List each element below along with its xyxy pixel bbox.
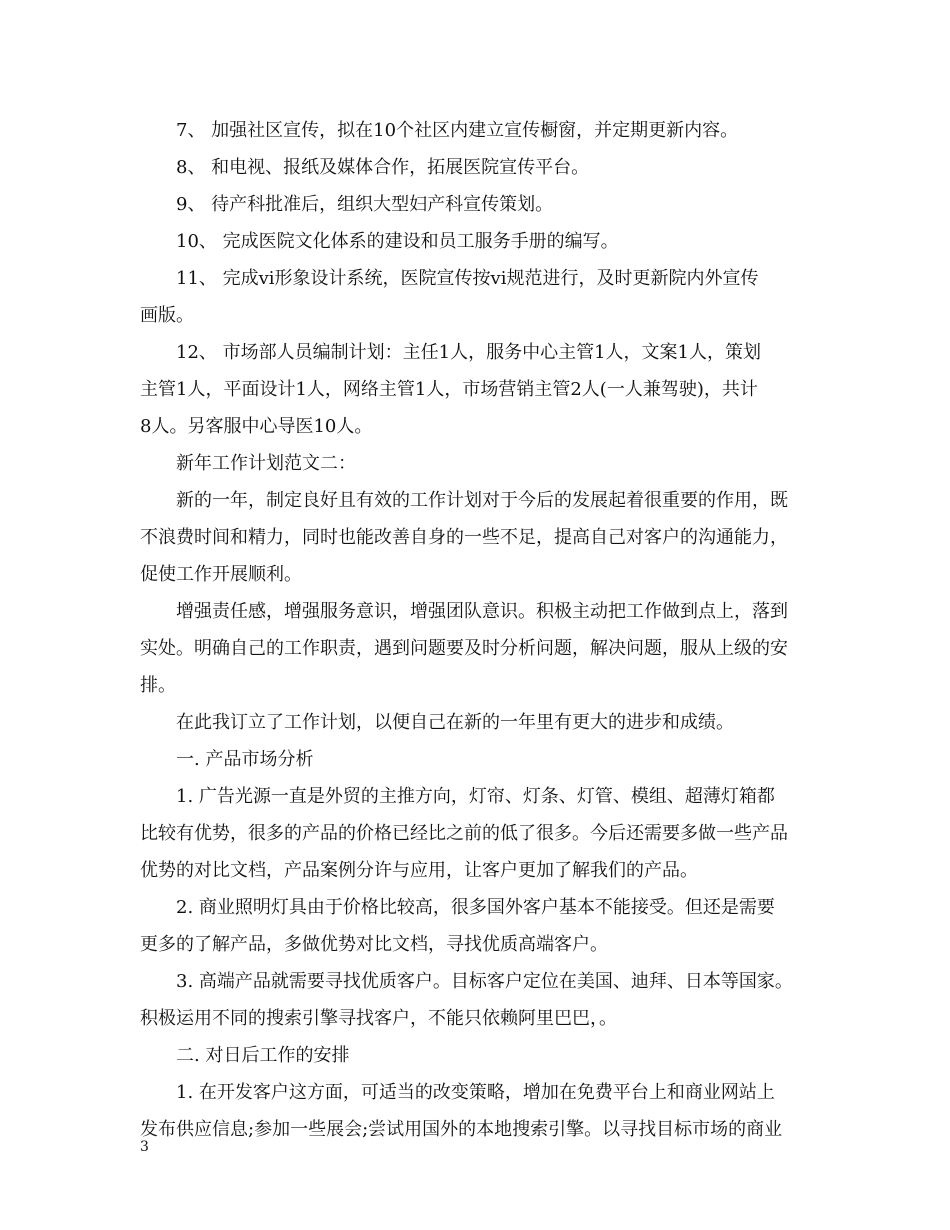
text-line: 实处。明确自己的工作职责，遇到问题要及时分析问题，解决问题，服从上级的安	[140, 638, 788, 659]
text-line: 增强责任感，增强服务意识，增强团队意识。积极主动把工作做到点上，落到	[176, 601, 788, 622]
text-line: 比较有优势，很多的产品的价格已经比之前的低了很多。今后还需要多做一些产品	[140, 823, 788, 844]
text-line: 促使工作开展顺利。	[140, 564, 302, 585]
page-number: 3	[140, 1139, 149, 1155]
body-text	[140, 117, 815, 1153]
text-line: 优势的对比文档，产品案例分许与应用，让客户更加了解我们的产品。	[140, 860, 698, 881]
section-heading: 一. 产品市场分析	[176, 749, 314, 770]
text-line: 1. 在开发客户这方面，可适当的改变策略，增加在免费平台上和商业网站上	[176, 1082, 775, 1103]
text-line: 主管1人，平面设计1人，网络主管1人，市场营销主管2人(一人兼驾驶)，共计	[140, 379, 758, 400]
text-line: 9、 待产科批准后，组织大型妇产科宣传策划。	[176, 194, 554, 215]
text-line: 在此我订立了工作计划，以便自己在新的一年里有更大的进步和成绩。	[176, 712, 734, 733]
text-line: 8、 和电视、报纸及媒体合作，拓展医院宣传平台。	[176, 157, 590, 178]
text-line: 更多的了解产品，多做优势对比文档，寻找优质高端客户。	[140, 934, 608, 955]
text-line: 发布供应信息;参加一些展会;尝试用国外的本地搜索引擎。以寻找目标市场的商业	[140, 1119, 783, 1140]
text-line: 11、 完成vi形象设计系统，医院宣传按vi规范进行，及时更新院内外宣传	[176, 268, 759, 289]
text-line: 新的一年，制定良好且有效的工作计划对于今后的发展起着很重要的作用，既	[176, 490, 788, 511]
text-line: 8人。另客服中心导医10人。	[140, 416, 373, 437]
text-line: 画版。	[140, 305, 194, 326]
text-line: 1. 广告光源一直是外贸的主推方向，灯帘、灯条、灯管、模组、超薄灯箱都	[176, 786, 775, 807]
text-line: 排。	[140, 675, 176, 696]
text-line: 7、 加强社区宣传，拟在10个社区内建立宣传橱窗，并定期更新内容。	[176, 120, 739, 141]
text-line: 10、 完成医院文化体系的建设和员工服务手册的编写。	[176, 231, 619, 252]
text-line: 12、 市场部人员编制计划：主任1人，服务中心主管1人，文案1人，策划	[176, 342, 761, 363]
section-heading: 二. 对日后工作的安排	[176, 1045, 350, 1066]
section-heading: 新年工作计划范文二：	[176, 453, 356, 474]
text-line: 3. 高端产品就需要寻找优质客户。目标客户定位在美国、迪拜、日本等国家。	[176, 971, 793, 992]
text-line: 积极运用不同的搜索引擎寻找客户，不能只依赖阿里巴巴，。	[140, 1008, 617, 1029]
text-line: 2. 商业照明灯具由于价格比较高，很多国外客户基本不能接受。但还是需要	[176, 897, 775, 918]
text-line: 不浪费时间和精力，同时也能改善自身的一些不足，提高自己对客户的沟通能力，	[140, 527, 788, 548]
